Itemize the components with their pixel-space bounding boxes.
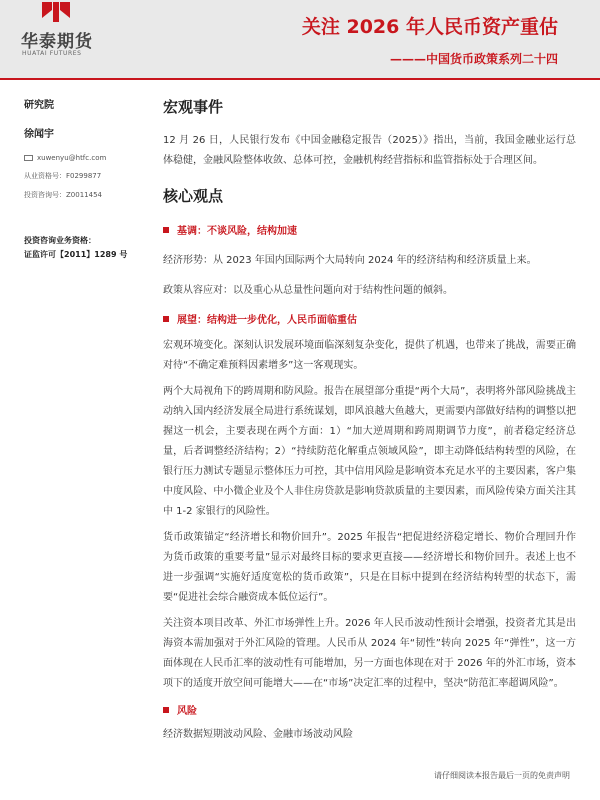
logo-english-text: HUATAI FUTURES <box>22 50 82 57</box>
paragraph-two-overall-situations: 两个大局视角下的跨周期和防风险。报告在展望部分重提“两个大局”，表明将外部风险挑战主动纳入国内经济发展全局进行系统谋划，即风浪越大鱼越大，更需要内部做好结构的调整以把握这一机会，主要表现在两个方面：1）“加大逆周期和跨周期调节力度”，前者稳定经济总量，后者调整经济结构；2）“持续防范化解重点领域风险”，即主动降低结构转型的风险，在银行压力测试专题显示整体压力可控，其中信用风险是影响资本充足水平的主要因素，客户集中度风险、中小微企业及个人非住房贷款是影响贷款质量的主要因素，而风险传染方面关注其中 1-2 家银行的风险性。 <box>163 386 576 517</box>
subheading-risks <box>163 702 576 717</box>
subheading-text: 展望：结构进一步优化，人民币面临重估 <box>177 315 357 326</box>
event-paragraph: 12 月 26 日，人民银行发布《中国金融稳定报告（2025）》指出，当前，我国金融业运行总体稳健，金融风险整体收敛、总体可控，金融机构经营指标和监管指标处于合理区间。 <box>163 135 576 166</box>
report-title: 关注 2026 年人民币资产重估 <box>301 16 558 38</box>
analyst-name: 徐闻宇 <box>24 129 54 140</box>
report-body <box>163 96 576 745</box>
business-certification <box>24 234 144 262</box>
cert-value: 证监许可【2011】1289 号 <box>24 250 128 259</box>
subheading-outlook <box>163 311 576 326</box>
paragraph-economy: 经济形势：从 2023 年国内国际两个大局转向 2024 年的经济结构和经济质量上来。 <box>163 255 537 266</box>
paragraph-capital-account: 关注资本项目改革、外汇市场弹性上升。2026 年人民币波动性预计会增强，投资者尤其是出海资本需加强对于外汇风险的管理。人民币从 2024 年“韧性”转向 2025 年“弹性”，这一方面体现在人民币汇率的波动性有可能增加，另一方面也体现在对于 2026 年的外汇市场，资本项下的适度开放空间可能增大——在“市场”决定汇率的过程中，坚决“防范汇率超调风险”。 <box>163 618 576 689</box>
huatai-logo-icon <box>38 2 74 24</box>
analyst-email: xuwenyu@htfc.com <box>37 154 107 162</box>
qualification-number: 从业资格号：F0299877 <box>24 172 102 180</box>
email-icon <box>24 155 33 161</box>
logo-text: 华泰期货 <box>21 32 93 52</box>
analyst-email-row <box>24 154 144 162</box>
section-title-macro-event: 宏观事件 <box>163 98 224 116</box>
cert-label: 投资咨询业务资格： <box>24 236 96 245</box>
subheading-text: 风险 <box>177 706 197 717</box>
consulting-number: 投资咨询号：Z0011454 <box>24 191 102 199</box>
department: 研究院 <box>24 100 54 111</box>
author-sidebar <box>24 96 144 262</box>
paragraph-monetary-policy: 货币政策锚定“经济增长和物价回升”。2025 年报告“把促进经济稳定增长、物价合理回升作为货币政策的重要考量”显示对最终目标的要求更直接——经济增长和物价回升。表述上也不进一步强调“实施好适度宽松的货币政策”，只是在目标中提到在经济结构转型的状态下，需要“促进社会综合融资成本低位运行”。 <box>163 532 576 603</box>
subheading-text: 基调：不谈风险，结构加速 <box>177 226 297 237</box>
report-subtitle: ———中国货币政策系列二十四 <box>389 52 558 66</box>
subheading-tone <box>163 222 576 237</box>
red-square-bullet-icon <box>163 227 169 233</box>
red-square-bullet-icon <box>163 707 169 713</box>
header-divider <box>0 78 600 80</box>
section-title-core-views: 核心观点 <box>163 187 224 205</box>
paragraph-policy: 政策从容应对：以及重心从总量性问题向对于结构性问题的倾斜。 <box>163 285 453 296</box>
report-header <box>0 0 600 78</box>
paragraph-risks: 经济数据短期波动风险、金融市场波动风险 <box>163 729 353 740</box>
red-square-bullet-icon <box>163 316 169 322</box>
disclaimer-note: 请仔细阅读本报告最后一页的免责声明 <box>434 771 570 780</box>
paragraph-macro-environment: 宏观环境变化。深刻认识发展环境面临深刻复杂变化，提供了机遇，也带来了挑战，需要正确对待“不确定难预料因素增多”这一客观现实。 <box>163 340 576 371</box>
